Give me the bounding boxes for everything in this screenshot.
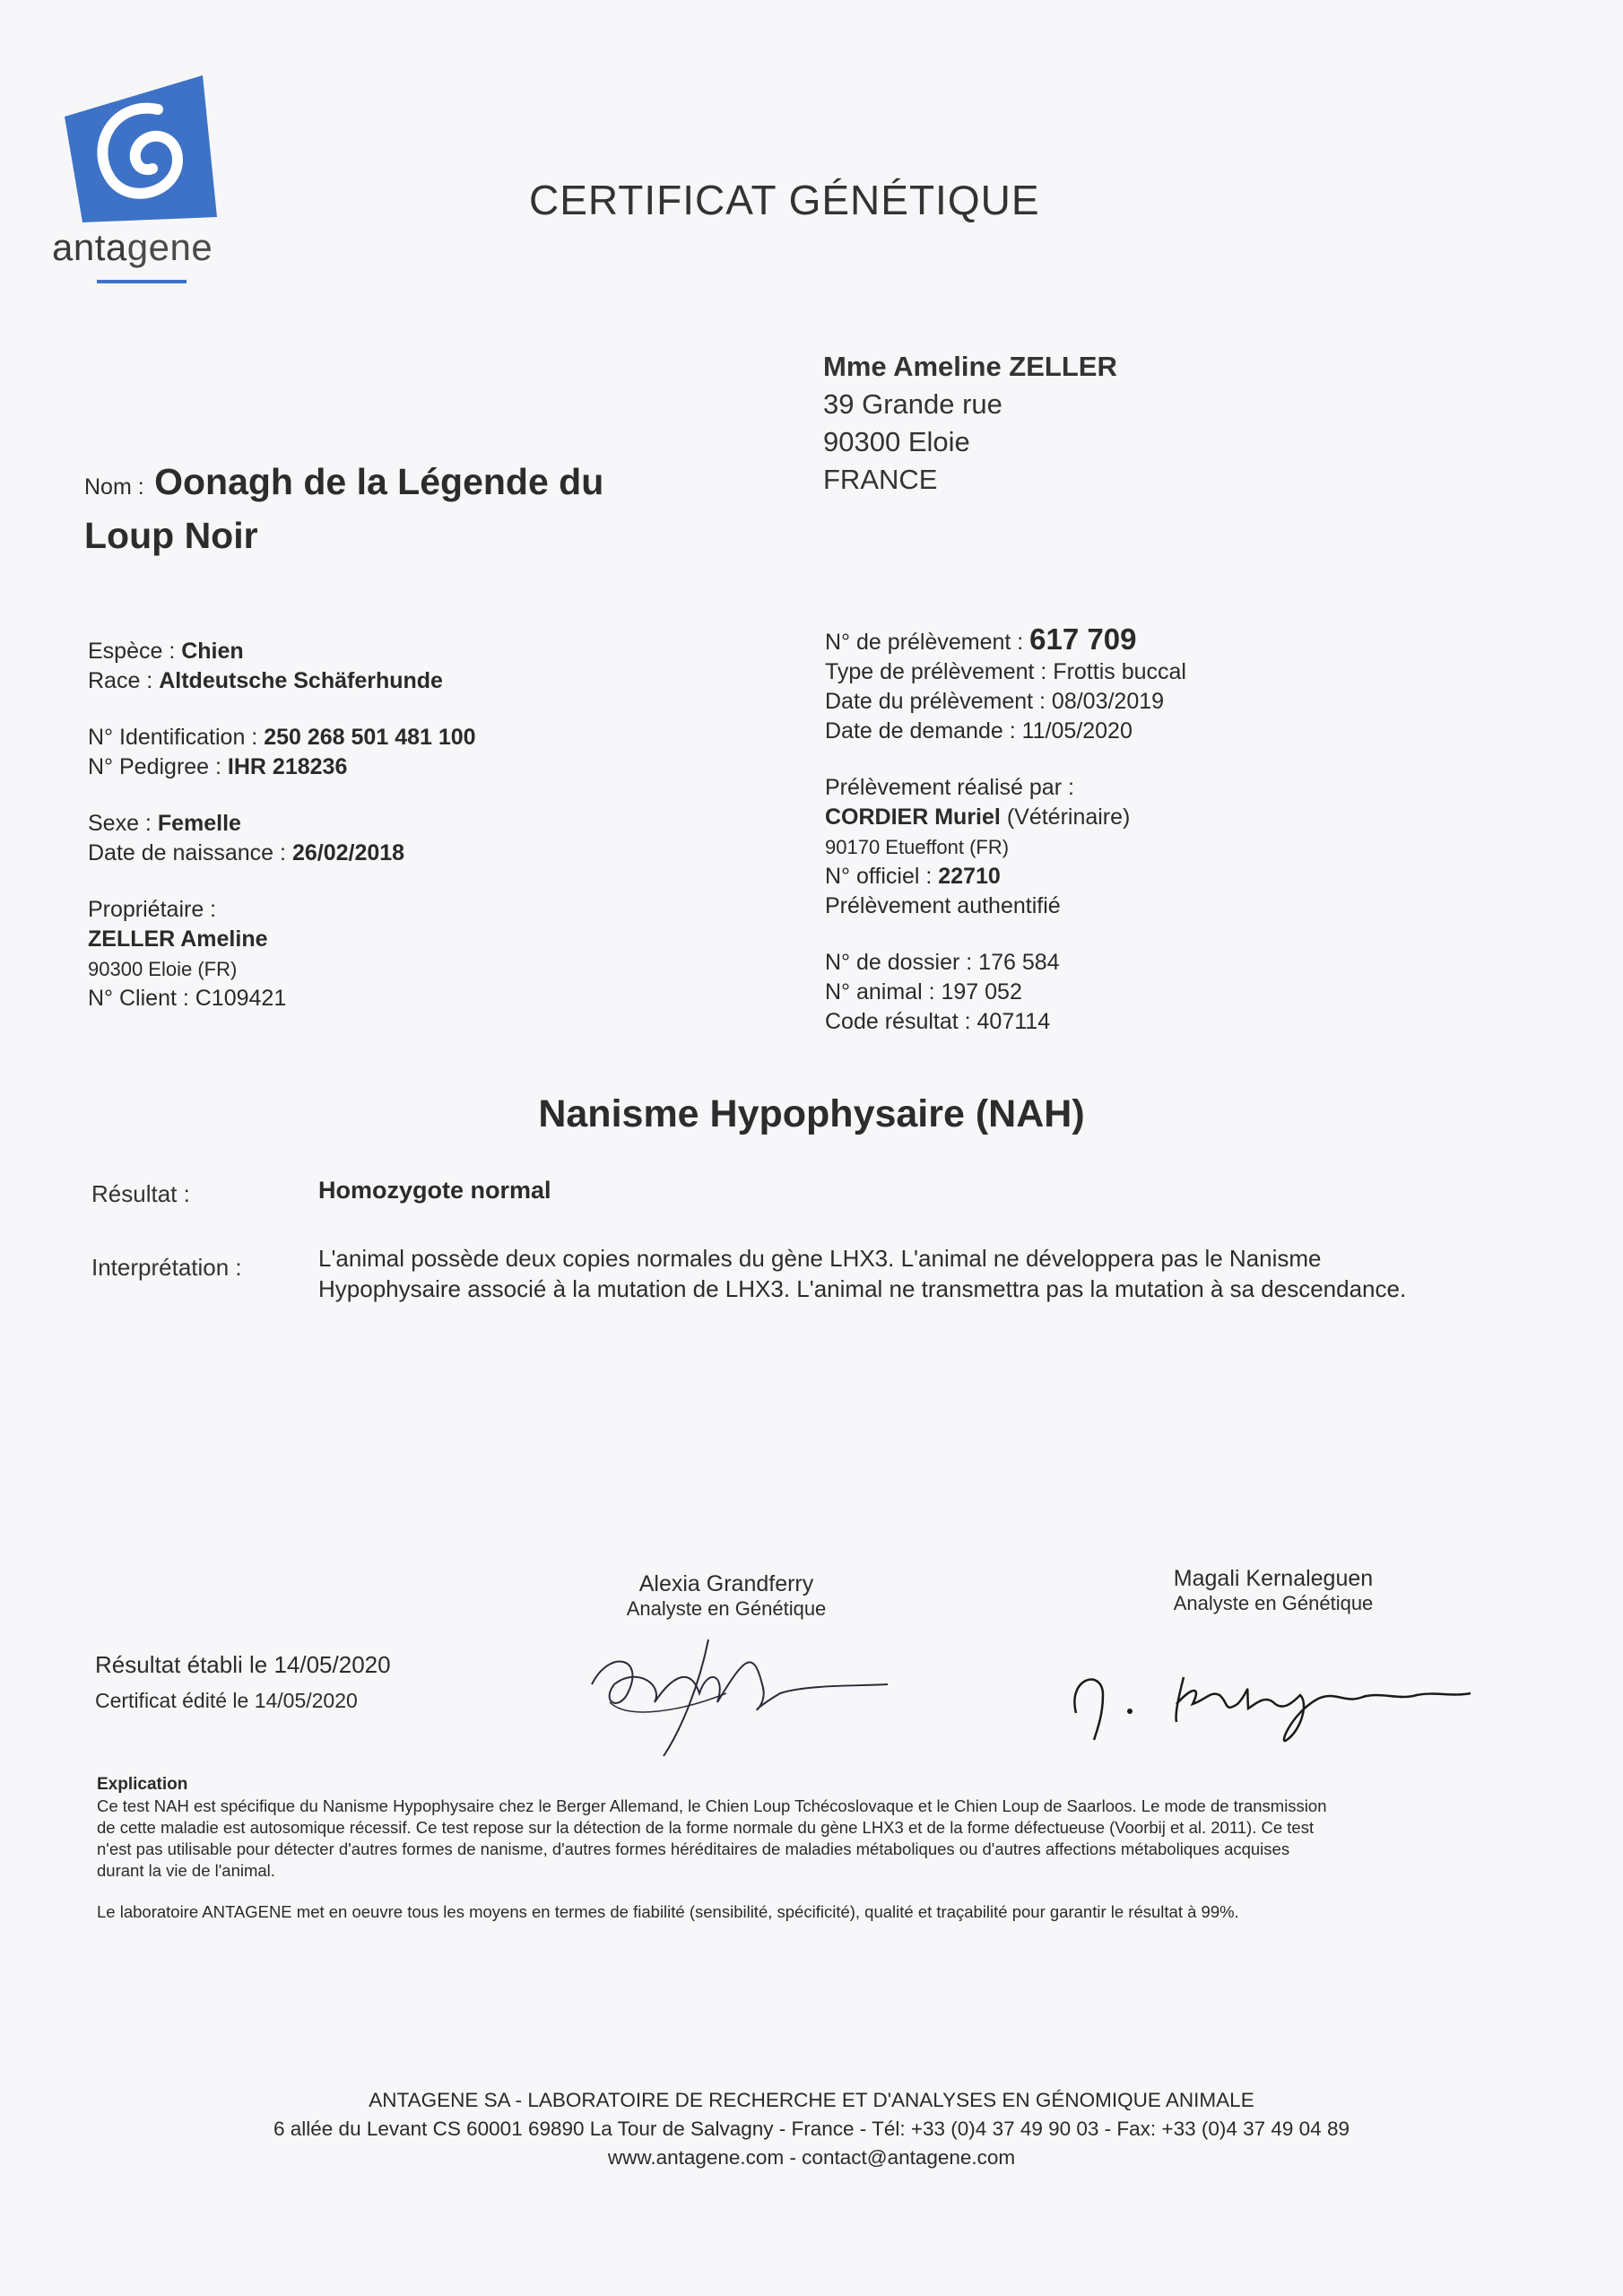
espece-label: Espèce :: [88, 639, 176, 664]
signatory-name: Alexia Grandferry: [638, 1571, 814, 1596]
animal-number: N° animal : 197 052: [825, 979, 1022, 1004]
explication-line: n'est pas utilisable pour détecter d'autres formes de nanisme, d'autres formes héréditaires de maladies métaboliques ou d'autres affections métaboliques acquises: [97, 1839, 1290, 1858]
recipient-street: 39 Grande rue: [823, 388, 1002, 420]
nom-label: Nom :: [84, 474, 144, 500]
signatory-name: Magali Kernaleguen: [1173, 1566, 1374, 1591]
owner-label: Propriétaire :: [88, 897, 217, 922]
signature-block-2: [1112, 1566, 1435, 1615]
recipient-name: Mme Ameline ZELLER: [823, 351, 1117, 382]
signatory-role: Analyste en Génétique: [1173, 1592, 1374, 1614]
dossier-number: N° de dossier : 176 584: [825, 950, 1060, 975]
pedigree-value: IHR 218236: [227, 754, 348, 779]
interpretation-label: Interprétation :: [91, 1254, 242, 1281]
test-title: Nanisme Hypophysaire (NAH): [538, 1092, 1085, 1135]
sample-num-value: 617 709: [1029, 622, 1137, 656]
sample-demande: Date de demande : 11/05/2020: [825, 718, 1133, 744]
vet-role: (Vétérinaire): [1006, 804, 1131, 830]
owner-name: ZELLER Ameline: [88, 926, 268, 952]
nom-value: Oonagh de la Légende du Loup Noir: [84, 461, 604, 556]
officiel-label: N° officiel :: [825, 864, 933, 889]
interpretation-line: L'animal possède deux copies normales du gène LHX3. L'animal ne développera pas le Nanisme: [318, 1245, 1322, 1272]
result-dates: [95, 1647, 391, 1718]
race-label: Race :: [88, 668, 153, 693]
vet-name: CORDIER Muriel: [825, 804, 1001, 830]
id-label: N° Identification :: [88, 725, 258, 750]
footer: [0, 2086, 1623, 2172]
resultat-value: Homozygote normal: [318, 1177, 551, 1204]
recipient-address: [823, 348, 1117, 499]
animal-info: [88, 637, 716, 1013]
recipient-city: 90300 Eloie: [823, 426, 970, 457]
race-value: Altdeutsche Schäferhunde: [159, 668, 443, 693]
signature-block-1: [565, 1571, 888, 1621]
interpretation-line: Hypophysaire associé à la mutation de LHX3. L'animal ne transmettra pas la mutation à sa descendance.: [318, 1275, 1407, 1302]
explication-line: de cette maladie est autosomique récessif. Ce test repose sur la détection de la forme normale du gène LHX3 et de la forme défectueuse (Voorbij et al. 2011). Ce test: [97, 1818, 1315, 1837]
explication-line: durant la vie de l'animal.: [97, 1861, 275, 1880]
naissance-value: 26/02/2018: [291, 840, 405, 865]
recipient-country: FRANCE: [823, 464, 938, 495]
handwritten-signature-1: [574, 1631, 897, 1765]
pedigree-label: N° Pedigree :: [88, 754, 221, 779]
espece-value: Chien: [181, 639, 244, 664]
explication-heading: Explication: [97, 1775, 188, 1794]
footer-web: www.antagene.com - contact@antagene.com: [607, 2146, 1016, 2169]
sample-par-label: Prélèvement réalisé par :: [825, 775, 1074, 800]
owner-client: N° Client : C109421: [88, 986, 287, 1011]
laboratoire-statement: Le laboratoire ANTAGENE met en oeuvre tous les moyens en termes de fiabilité (sensibilité, spécificité), qualité et traçabilité pour garantir le résultat à 99%.: [97, 1902, 1239, 1921]
sexe-value: Femelle: [157, 811, 241, 836]
interpretation-text: [318, 1243, 1574, 1304]
owner-city: 90300 Eloie (FR): [88, 958, 238, 980]
sexe-label: Sexe :: [88, 811, 152, 836]
animal-name: [84, 457, 676, 560]
id-value: 250 268 501 481 100: [264, 725, 476, 750]
resultat-label: Résultat :: [91, 1180, 190, 1207]
footer-company: ANTAGENE SA - LABORATOIRE DE RECHERCHE ET D'ANALYSES EN GÉNOMIQUE ANIMALE: [369, 2089, 1254, 2111]
result-code: Code résultat : 407114: [825, 1009, 1051, 1034]
vet-city: 90170 Etueffont (FR): [825, 836, 1010, 858]
logo-underline: [97, 280, 187, 283]
footer-address: 6 allée du Levant CS 60001 69890 La Tour de Salvagny - France - Tél: +33 (0)4 37 49 90 03 - Fax: +33 (0)4 37 49 04 89: [273, 2118, 1350, 2140]
explication-line: Ce test NAH est spécifique du Nanisme Hypophysaire chez le Berger Allemand, le Chien Loup Tchécoslovaque et le Chien Loup de Saarloos. Le mode de transmission: [97, 1796, 1327, 1815]
officiel-value: 22710: [938, 864, 1001, 889]
signatory-role: Analyste en Génétique: [626, 1597, 827, 1620]
document-title: CERTIFICAT GÉNÉTIQUE: [529, 177, 1040, 223]
sample-type: Type de prélèvement : Frottis buccal: [825, 659, 1186, 684]
certificat-edite: Certificat édité le 14/05/2020: [95, 1689, 358, 1712]
naissance-label: Date de naissance :: [88, 840, 286, 865]
sample-info: [825, 624, 1542, 1037]
logo-wordmark: antagene: [52, 226, 213, 268]
sample-num-label: N° de prélèvement :: [825, 630, 1024, 655]
sample-date: Date du prélèvement : 08/03/2019: [825, 689, 1165, 714]
result-etabli: Résultat établi le 14/05/2020: [95, 1651, 391, 1678]
explication-section: [97, 1774, 1532, 1923]
sample-authentifie: Prélèvement authentifié: [825, 893, 1061, 918]
handwritten-signature-2: [1058, 1641, 1488, 1749]
